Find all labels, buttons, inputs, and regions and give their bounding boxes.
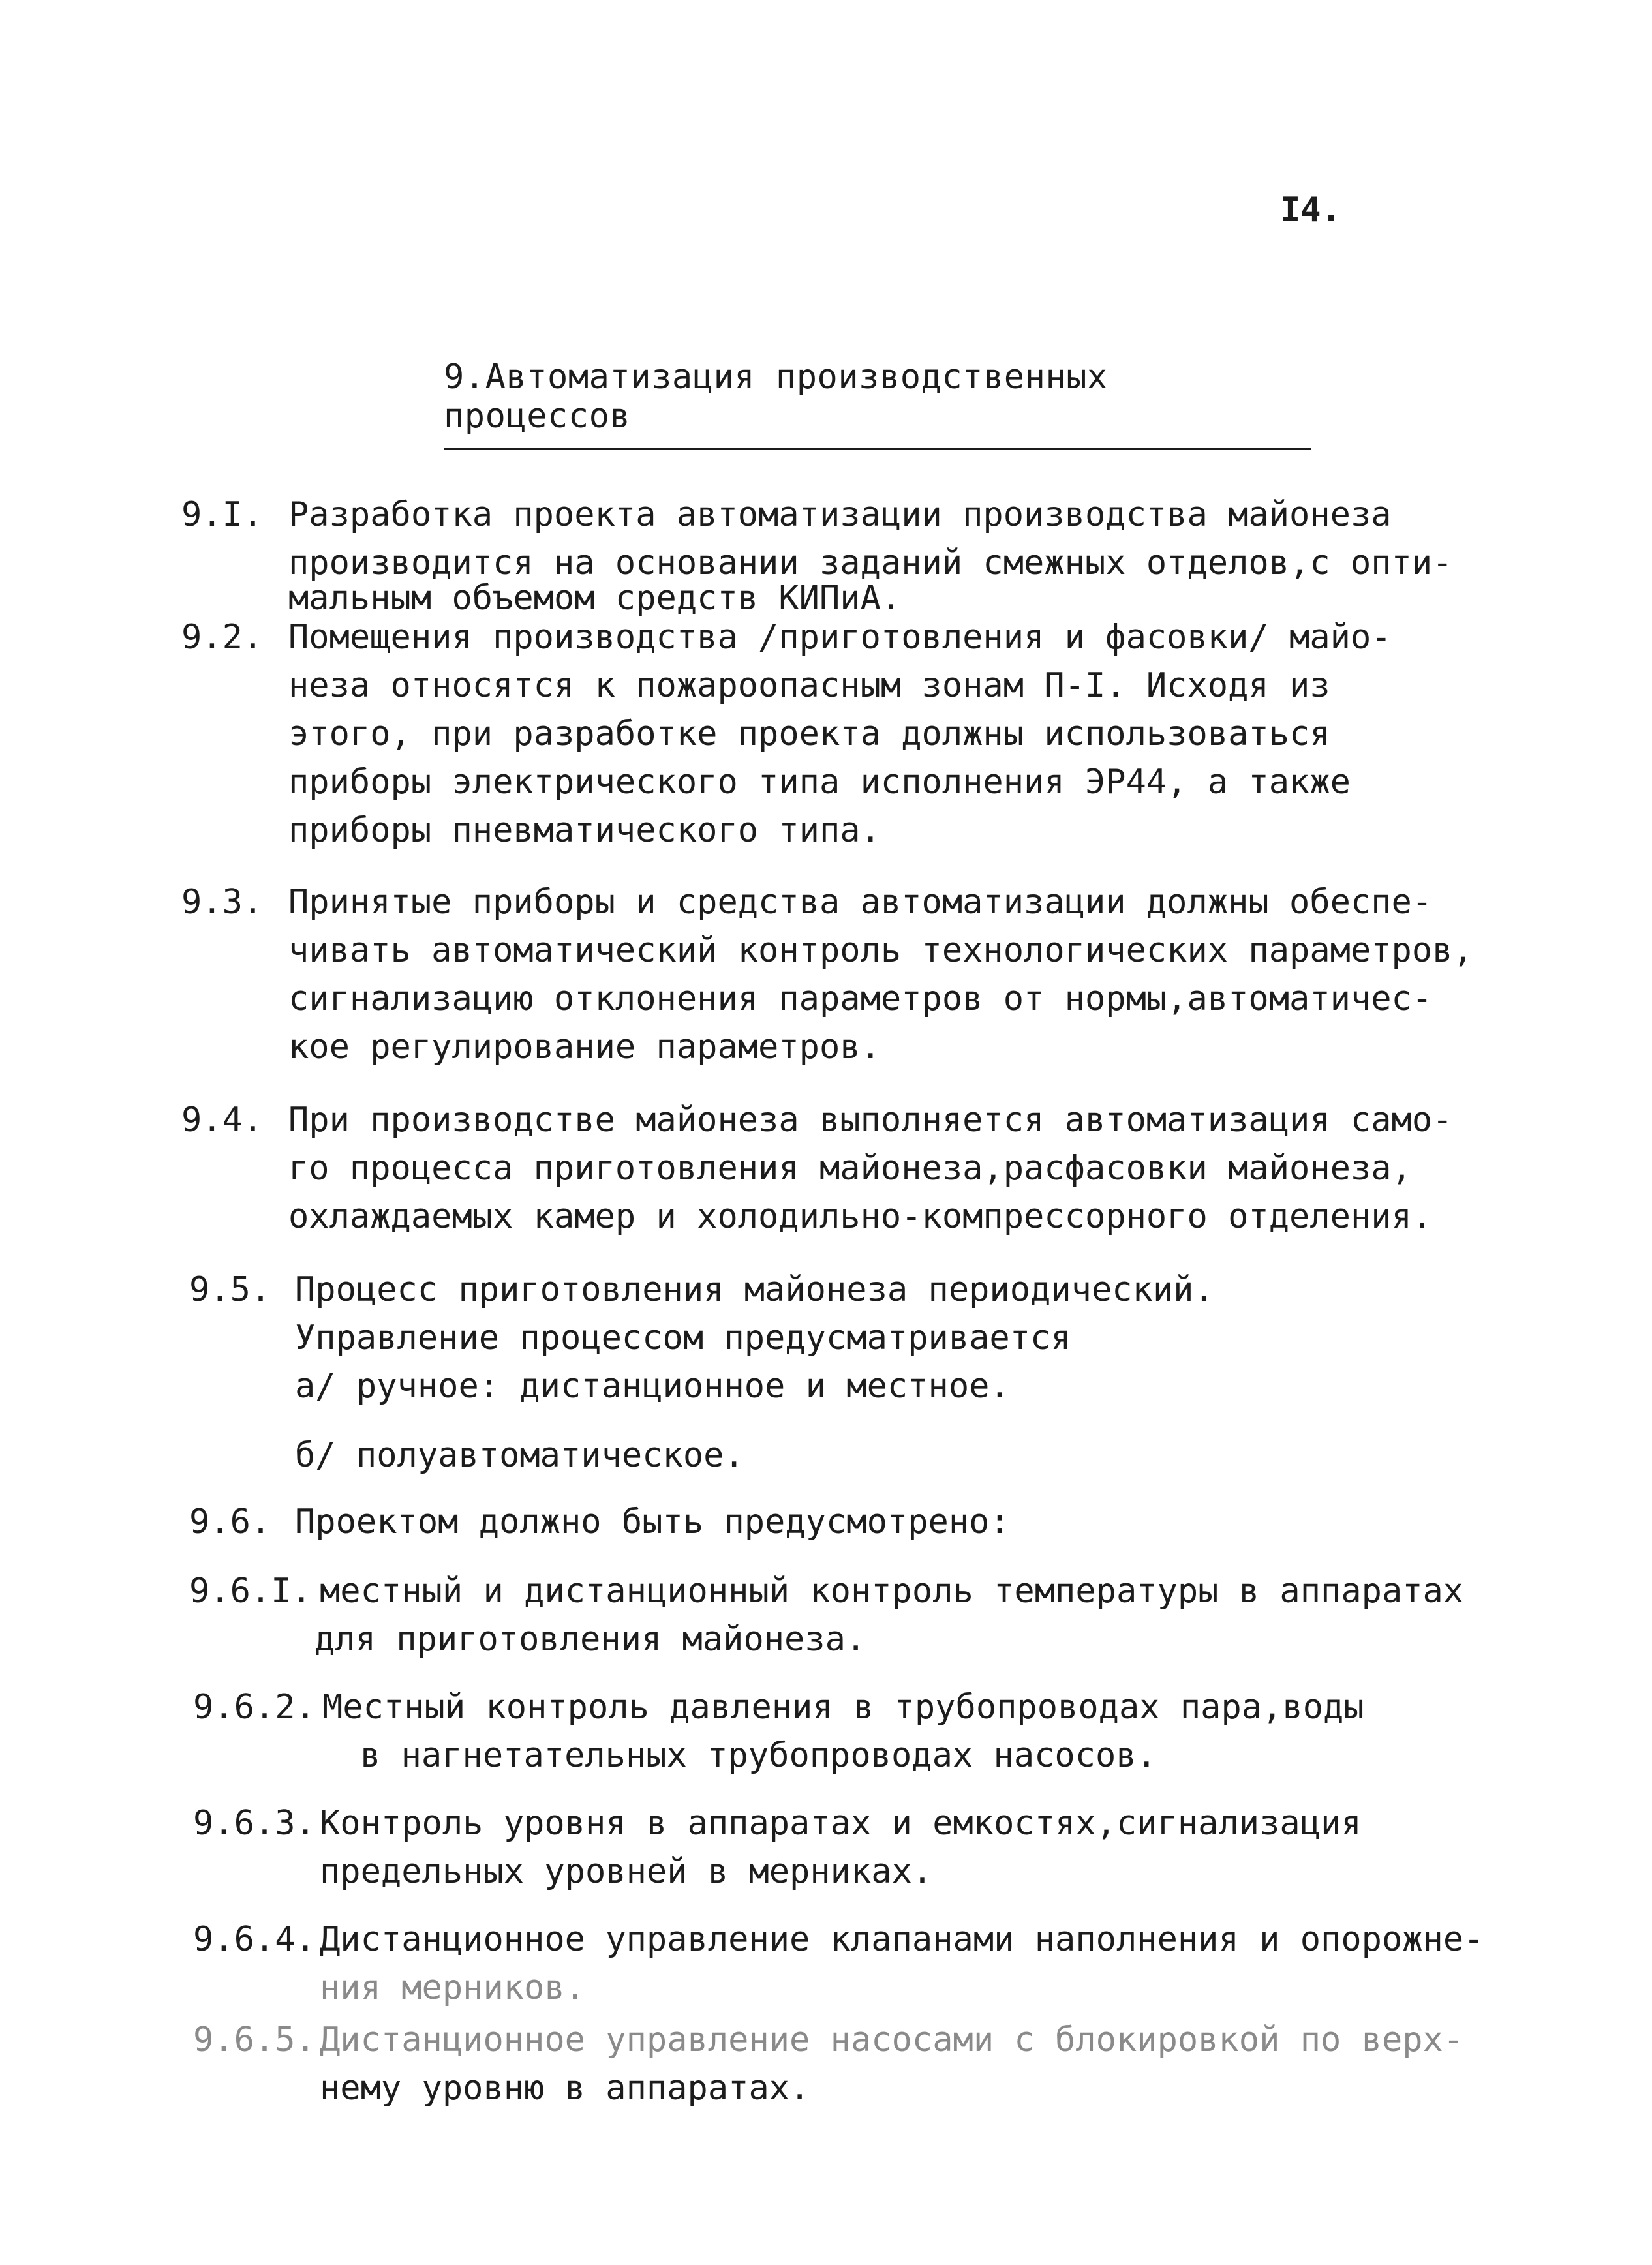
item-line: этого, при разработке проекта должны использоваться: [288, 714, 1330, 753]
item-number: 9.6.2.: [193, 1688, 316, 1727]
item-number: 9.5.: [189, 1270, 271, 1309]
item-number: 9.6.I.: [189, 1572, 312, 1611]
item-line: Принятые приборы и средства автоматизации должны обеспе-: [288, 883, 1433, 922]
item-line: При производстве майонеза выполняется автоматизация само-: [288, 1101, 1453, 1140]
item-line: кое регулирование параметров.: [288, 1027, 881, 1067]
page-number: I4.: [1280, 190, 1341, 230]
item-line: приборы электрического типа исполнения ЭР44, а также: [288, 763, 1351, 802]
item-line: Проектом должно быть предусмотрено:: [295, 1502, 1010, 1542]
item-number: 9.3.: [181, 883, 264, 922]
item-line: нему уровню в аппаратах.: [320, 2069, 810, 2108]
item-line: го процесса приготовления майонеза,расфасовки майонеза,: [288, 1149, 1412, 1188]
item-line: Контроль уровня в аппаратах и емкостях,сигнализация: [320, 1804, 1362, 1843]
item-line: чивать автоматический контроль технологических параметров,: [288, 931, 1473, 970]
item-line: приборы пневматического типа.: [288, 811, 881, 850]
item-line: а/ ручное: дистанционное и местное.: [295, 1367, 1010, 1406]
item-line: Дистанционное управление насосами с блокировкой по верх-: [320, 2020, 1464, 2060]
item-line: б/ полуавтоматическое.: [295, 1436, 744, 1475]
item-number: 9.6.: [189, 1502, 271, 1542]
item-line: Процесс приготовления майонеза периодический.: [295, 1270, 1214, 1309]
item-number: 9.6.3.: [193, 1804, 316, 1843]
item-line: Дистанционное управление клапанами наполнения и опорожне-: [320, 1920, 1484, 1959]
item-line: предельных уровней в мерниках.: [320, 1852, 933, 1891]
item-line: местный и дистанционный контроль температуры в аппаратах: [320, 1572, 1464, 1611]
item-line: Управление процессом предусматривается: [295, 1318, 1071, 1358]
item-line: сигнализацию отклонения параметров от нормы,автоматичес-: [288, 979, 1433, 1018]
item-line: в нагнетательных трубопроводах насосов.: [360, 1736, 1157, 1775]
item-line: Помещения производства /приготовления и фасовки/ майо-: [288, 618, 1392, 657]
item-line: производится на основании заданий смежных отделов,с опти-: [288, 543, 1453, 583]
item-number: 9.6.5.: [193, 2020, 316, 2060]
item-number: 9.I.: [181, 495, 264, 534]
section-title: 9.Автоматизация производственных процессов: [444, 357, 1311, 450]
item-line: охлаждаемых камер и холодильно-компрессорного отделения.: [288, 1197, 1433, 1236]
item-line: мальным объемом средств КИПиА.: [288, 579, 902, 618]
item-number: 9.6.4.: [193, 1920, 316, 1959]
item-line: неза относятся к пожароопасным зонам П-I. Исходя из: [288, 666, 1330, 705]
item-line: Местный контроль давления в трубопроводах пара,воды: [322, 1688, 1364, 1727]
item-line: ния мерников.: [320, 1968, 585, 2007]
item-number: 9.4.: [181, 1101, 264, 1140]
item-number: 9.2.: [181, 618, 264, 657]
item-line: для приготовления майонеза.: [314, 1620, 866, 1659]
item-line: Разработка проекта автоматизации производства майонеза: [288, 495, 1392, 534]
